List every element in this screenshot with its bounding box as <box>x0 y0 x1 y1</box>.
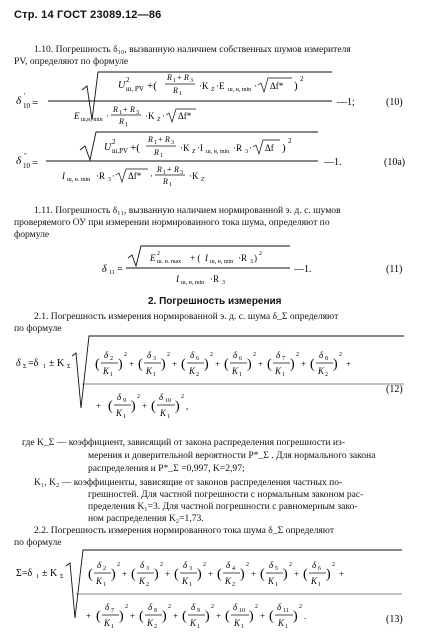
svg-text:2: 2 <box>300 75 304 83</box>
paragraph-2-2-line2: по формуле <box>14 537 62 548</box>
svg-text:2: 2 <box>112 138 116 146</box>
svg-text:2: 2 <box>137 394 140 400</box>
svg-text:·K: ·K <box>199 81 209 91</box>
svg-text:2: 2 <box>110 356 113 362</box>
definition-k1-line4: ном распределения K₂=1,73. <box>88 513 204 524</box>
svg-text:10: 10 <box>239 608 245 614</box>
svg-text:+: + <box>129 359 135 369</box>
svg-text:R: R <box>173 86 178 95</box>
formula-13 <box>0 548 422 634</box>
paragraph-1-11-line2: проверяемого ОУ при измерении нормированного тока шума, определяют по <box>14 217 330 228</box>
svg-text:2: 2 <box>255 604 258 610</box>
svg-text:Z: Z <box>157 117 161 123</box>
svg-text:Δf*: Δf* <box>270 81 284 91</box>
svg-text:2: 2 <box>296 352 299 358</box>
svg-text:δ: δ <box>105 602 110 612</box>
svg-text:7: 7 <box>111 608 114 614</box>
svg-text:(: ( <box>267 357 272 372</box>
svg-text:Σ: Σ <box>23 364 27 370</box>
svg-text:1: 1 <box>285 624 288 630</box>
svg-text:(: ( <box>131 567 136 582</box>
svg-text:4: 4 <box>232 566 235 572</box>
svg-text:Σ: Σ <box>67 364 71 370</box>
svg-text:+: + <box>172 359 178 369</box>
svg-text:.: . <box>304 611 307 621</box>
svg-text:1: 1 <box>169 182 172 188</box>
svg-text:δ: δ <box>148 602 153 612</box>
svg-text:K: K <box>116 408 123 418</box>
definition-kz-line1: где K_Σ — коэффициент, зависящий от закона распределения погрешности из- <box>22 437 346 448</box>
svg-text:): ) <box>247 357 252 372</box>
svg-text:+: + <box>339 569 345 579</box>
svg-text:3: 3 <box>222 280 225 286</box>
svg-text:2: 2 <box>325 372 328 378</box>
svg-text:): ) <box>240 567 245 582</box>
svg-text:+: + <box>96 401 102 411</box>
svg-text:R: R <box>119 117 124 126</box>
svg-text:1: 1 <box>110 372 113 378</box>
svg-text:+: + <box>215 359 221 369</box>
svg-text:·K: ·K <box>180 143 190 153</box>
svg-text:ш, н. min: ш, н. min <box>67 177 91 183</box>
svg-text:(: ( <box>310 357 315 372</box>
svg-text:(: ( <box>182 609 187 624</box>
svg-text:3: 3 <box>136 110 139 116</box>
svg-text:+: + <box>165 569 171 579</box>
svg-text:10: 10 <box>23 102 30 110</box>
formula-12 <box>0 334 422 434</box>
svg-text:2: 2 <box>289 562 292 568</box>
svg-text:(: ( <box>138 357 143 372</box>
svg-text:δ: δ <box>147 350 152 360</box>
svg-text:R: R <box>154 148 159 157</box>
svg-text:δ: δ <box>233 350 238 360</box>
svg-text:(: ( <box>269 609 274 624</box>
svg-text:(: ( <box>303 567 308 582</box>
svg-text:K: K <box>278 618 285 628</box>
svg-text:6: 6 <box>196 356 199 362</box>
svg-text:5: 5 <box>275 566 278 572</box>
svg-text:Z: Z <box>211 87 215 93</box>
svg-text:2: 2 <box>167 352 170 358</box>
svg-text:3: 3 <box>189 566 192 572</box>
svg-text:+(: +( <box>130 142 140 154</box>
svg-text:·I: ·I <box>197 143 203 153</box>
svg-text:(: ( <box>174 567 179 582</box>
svg-text:R: R <box>130 105 135 114</box>
svg-text:+: + <box>301 359 307 369</box>
svg-text:): ) <box>282 142 286 154</box>
svg-text:ш, н, min: ш, н, min <box>181 280 205 286</box>
svg-text:7: 7 <box>282 356 285 362</box>
svg-text:2: 2 <box>154 624 157 630</box>
svg-text:δ: δ <box>312 560 317 570</box>
svg-text:K: K <box>104 618 111 628</box>
svg-text:10: 10 <box>23 162 30 170</box>
svg-text:δ: δ <box>102 264 107 275</box>
svg-text:8: 8 <box>154 608 157 614</box>
formula-10-tail: —1; <box>337 97 355 108</box>
svg-text:+: + <box>294 569 300 579</box>
svg-text:=: = <box>32 97 39 109</box>
svg-text:1: 1 <box>160 153 163 159</box>
svg-text:9: 9 <box>197 608 200 614</box>
svg-text:+: + <box>130 611 136 621</box>
svg-text:U: U <box>118 80 126 91</box>
svg-text:(: ( <box>224 357 229 372</box>
paragraph-2-1-line2: по формуле <box>14 323 62 334</box>
svg-text:1: 1 <box>239 372 242 378</box>
svg-text:=: = <box>117 264 123 275</box>
svg-text:K: K <box>275 366 282 376</box>
page-header: Стр. 14 ГОСТ 23089.12—86 <box>14 9 162 21</box>
svg-text:,: , <box>186 401 189 411</box>
svg-text:R: R <box>148 135 153 144</box>
formula-11 <box>0 244 422 290</box>
svg-text:): ) <box>205 609 210 624</box>
svg-text:1: 1 <box>167 414 170 420</box>
svg-text:11: 11 <box>283 608 289 614</box>
svg-text:δ: δ <box>269 560 274 570</box>
svg-text:2: 2 <box>181 394 184 400</box>
svg-text:I: I <box>176 274 179 284</box>
svg-text:2: 2 <box>259 251 262 257</box>
svg-text:1: 1 <box>119 110 122 116</box>
svg-text:δ: δ <box>233 602 238 612</box>
svg-text:): ) <box>294 80 298 92</box>
svg-text:2: 2 <box>232 582 235 588</box>
svg-text:+: + <box>122 569 128 579</box>
svg-text:ш, PV: ш, PV <box>126 85 144 93</box>
svg-text:1: 1 <box>36 574 39 580</box>
svg-text:δ: δ <box>226 560 231 570</box>
svg-text:δ: δ <box>117 392 122 402</box>
svg-text:1: 1 <box>125 122 128 128</box>
svg-text:3: 3 <box>171 140 174 146</box>
svg-text:9: 9 <box>123 398 126 404</box>
svg-text:1: 1 <box>189 582 192 588</box>
svg-text:(: ( <box>151 399 156 414</box>
svg-text:·: · <box>112 171 115 181</box>
svg-text:R: R <box>113 105 118 114</box>
svg-text:R: R <box>163 177 168 186</box>
svg-text:+: + <box>251 569 257 579</box>
svg-text:+: + <box>123 105 128 114</box>
paragraph-2-1-line1: 2.1. Погрешность измерения нормированной э. д. с. шума δ_Σ определяют <box>34 311 339 322</box>
svg-text:6: 6 <box>318 566 321 572</box>
svg-text:): ) <box>154 567 159 582</box>
svg-text:": " <box>24 152 27 160</box>
svg-text:Z: Z <box>192 149 196 155</box>
svg-text:): ) <box>293 609 298 624</box>
svg-text:δ: δ <box>183 560 188 570</box>
svg-text:2: 2 <box>117 562 120 568</box>
svg-text:): ) <box>175 399 180 414</box>
svg-text:E: E <box>74 111 80 121</box>
svg-text:ш,PV: ш,PV <box>112 147 129 155</box>
svg-text:ш, н, min: ш, н, min <box>228 87 252 93</box>
svg-text:I: I <box>62 171 65 181</box>
svg-text:(: ( <box>108 399 113 414</box>
svg-text:2: 2 <box>288 137 292 145</box>
svg-text:·R: ·R <box>96 171 105 181</box>
svg-text:·R: ·R <box>238 253 247 263</box>
svg-text:δ: δ <box>190 350 195 360</box>
paragraph-1-11-line3: формуле <box>14 229 50 240</box>
svg-text:K: K <box>234 618 241 628</box>
svg-text:δ: δ <box>140 560 145 570</box>
svg-text:(: ( <box>96 609 101 624</box>
svg-text:2: 2 <box>203 562 206 568</box>
svg-text:δ: δ <box>97 560 102 570</box>
definition-kz-line2: мерения и доверительной вероятности P*_Σ . Для нормального закона <box>88 450 376 461</box>
svg-text:1: 1 <box>318 582 321 588</box>
svg-text:1: 1 <box>153 372 156 378</box>
svg-text:δ: δ <box>319 350 324 360</box>
svg-text:R: R <box>157 165 162 174</box>
svg-text:): ) <box>161 357 166 372</box>
svg-text:): ) <box>131 399 136 414</box>
svg-text:2: 2 <box>160 562 163 568</box>
svg-text:·: · <box>162 111 165 121</box>
formula-10a-number: (10a) <box>384 157 406 168</box>
svg-text:2: 2 <box>124 352 127 358</box>
svg-text:·K: ·K <box>189 171 199 181</box>
svg-text:1: 1 <box>154 140 157 146</box>
svg-text:R: R <box>165 135 170 144</box>
svg-text:δ: δ <box>16 358 21 369</box>
svg-text:8: 8 <box>325 356 328 362</box>
svg-text:(: ( <box>217 567 222 582</box>
svg-text:(: ( <box>260 567 265 582</box>
svg-text:1: 1 <box>197 624 200 630</box>
svg-text:3: 3 <box>146 566 149 572</box>
svg-text:): ) <box>326 567 331 582</box>
svg-text:K: K <box>225 576 232 586</box>
formula-10a-tail: —1. <box>324 157 342 168</box>
svg-text:2: 2 <box>196 372 199 378</box>
svg-text:3: 3 <box>108 177 111 183</box>
definition-k1-line2: грешностей. Для частной погрешности с нормальным законом рас- <box>88 489 364 500</box>
svg-text:+: + <box>86 611 92 621</box>
paragraph-1-10-line2: PV, определяют по формуле <box>14 56 129 67</box>
svg-text:Σ=δ: Σ=δ <box>16 568 33 579</box>
svg-text:R: R <box>174 165 179 174</box>
svg-text:+(: +( <box>147 80 157 92</box>
svg-text:(: ( <box>95 357 100 372</box>
svg-text:R: R <box>184 73 189 82</box>
svg-text:K: K <box>160 408 167 418</box>
svg-text:1: 1 <box>241 624 244 630</box>
svg-text:+ (: + ( <box>190 253 201 263</box>
svg-text:+: + <box>142 401 148 411</box>
paragraph-1-10-line1: 1.10. Погрешность δ₁₀, вызванную наличием собственных шумов измерителя <box>34 44 351 55</box>
svg-text:': ' <box>24 92 26 100</box>
svg-text:+: + <box>173 611 179 621</box>
svg-text:): ) <box>333 357 338 372</box>
svg-text:Δf: Δf <box>265 143 274 153</box>
svg-text:1: 1 <box>282 372 285 378</box>
svg-text:3: 3 <box>250 259 253 265</box>
svg-text:Z: Z <box>201 177 205 183</box>
formula-10-lhs: δ <box>16 95 22 107</box>
svg-text:Δf*: Δf* <box>128 171 142 181</box>
svg-text:K: K <box>147 618 154 628</box>
svg-text:2: 2 <box>125 604 128 610</box>
svg-text:1: 1 <box>275 582 278 588</box>
svg-text:δ: δ <box>276 350 281 360</box>
section-heading: 2. Погрешность измерения <box>148 296 282 307</box>
svg-text:): ) <box>111 567 116 582</box>
svg-text:2: 2 <box>126 76 130 84</box>
svg-text:1: 1 <box>179 91 182 97</box>
svg-text:δ: δ <box>277 602 282 612</box>
svg-text:3: 3 <box>153 356 156 362</box>
svg-text:): ) <box>119 609 124 624</box>
svg-text:3: 3 <box>180 170 183 176</box>
svg-text:2: 2 <box>146 582 149 588</box>
svg-text:): ) <box>118 357 123 372</box>
svg-text:2: 2 <box>157 251 160 257</box>
paragraph-1-11-line1: 1.11. Погрешность δ₁₁, вызванную наличием нормированной э. д. с. шумов <box>34 205 341 216</box>
formula-13-number: (13) <box>386 614 403 625</box>
svg-text:K: K <box>182 576 189 586</box>
svg-text:δ: δ <box>104 350 109 360</box>
svg-text:11: 11 <box>109 270 115 276</box>
svg-text:ш, н, min: ш, н, min <box>210 259 234 265</box>
svg-text:+: + <box>167 165 172 174</box>
svg-text:± K: ± K <box>42 568 58 579</box>
svg-text:·E: ·E <box>216 81 225 91</box>
svg-text:2: 2 <box>246 562 249 568</box>
svg-text:K: K <box>96 576 103 586</box>
svg-text:6: 6 <box>239 356 242 362</box>
definition-k1-line1: K₁, K₂ — коэффициенты, зависящие от законов распределения частных по- <box>34 477 343 488</box>
svg-text:δ: δ <box>191 602 196 612</box>
svg-text:2: 2 <box>103 566 106 572</box>
svg-text:1: 1 <box>103 582 106 588</box>
svg-text:2: 2 <box>211 604 214 610</box>
svg-text:K: K <box>232 366 239 376</box>
svg-text:1: 1 <box>123 414 126 420</box>
svg-text:2: 2 <box>253 352 256 358</box>
svg-text:=: = <box>32 157 39 169</box>
svg-text:± K: ± K <box>49 358 65 369</box>
svg-text:): ) <box>290 357 295 372</box>
formula-10-number: (10) <box>386 97 403 108</box>
svg-text:K: K <box>139 576 146 586</box>
svg-text:2: 2 <box>168 604 171 610</box>
svg-text:K: K <box>318 366 325 376</box>
svg-text:): ) <box>249 609 254 624</box>
svg-text:·R: ·R <box>233 143 242 153</box>
svg-text:ш. н. max: ш. н. max <box>157 259 182 265</box>
svg-text:K: K <box>146 366 153 376</box>
svg-text:·: · <box>249 143 252 153</box>
formula-12-number: (12) <box>386 384 403 395</box>
svg-text:): ) <box>204 357 209 372</box>
svg-text:K: K <box>189 366 196 376</box>
svg-text:Δf*: Δf* <box>178 111 192 121</box>
svg-text:ш, н, min: ш, н, min <box>206 149 230 155</box>
svg-text:): ) <box>283 567 288 582</box>
svg-text:+: + <box>260 611 266 621</box>
svg-text:2: 2 <box>210 352 213 358</box>
svg-text:K: K <box>268 576 275 586</box>
svg-text:I: I <box>205 253 208 263</box>
svg-text:(: ( <box>139 609 144 624</box>
svg-text:K: K <box>103 366 110 376</box>
svg-text:R: R <box>167 73 172 82</box>
formula-10a <box>0 130 422 192</box>
svg-text:2: 2 <box>299 604 302 610</box>
svg-text:=δ: =δ <box>28 358 39 369</box>
definition-k1-line3: пределения K₁=3. Для частной погрешности с равномерным зако- <box>88 501 358 512</box>
svg-text:·K: ·K <box>145 111 155 121</box>
svg-text:Σ: Σ <box>60 574 64 580</box>
svg-text:1: 1 <box>173 78 176 84</box>
svg-text:+: + <box>158 135 163 144</box>
svg-text:+: + <box>216 611 222 621</box>
svg-text:K: K <box>311 576 318 586</box>
svg-text:2: 2 <box>339 352 342 358</box>
svg-text:+: + <box>258 359 264 369</box>
svg-text:2: 2 <box>332 562 335 568</box>
svg-text:(: ( <box>225 609 230 624</box>
svg-text:·: · <box>254 81 257 91</box>
svg-text:+: + <box>177 73 182 82</box>
svg-text:U: U <box>104 142 112 153</box>
paragraph-2-2-line1: 2.2. Погрешность измерения нормированного тока шума δ_Σ определяют <box>34 525 335 536</box>
svg-text:K: K <box>190 618 197 628</box>
svg-text:1: 1 <box>111 624 114 630</box>
svg-text:): ) <box>197 567 202 582</box>
svg-text:): ) <box>254 253 257 263</box>
svg-text:E: E <box>150 253 156 263</box>
svg-text:·: · <box>150 171 153 181</box>
svg-text:+: + <box>208 569 214 579</box>
svg-text:(: ( <box>181 357 186 372</box>
svg-text:·R: ·R <box>210 274 219 284</box>
svg-text:δ: δ <box>159 392 164 402</box>
svg-text:): ) <box>162 609 167 624</box>
svg-text:ш,н, min: ш,н, min <box>81 117 103 123</box>
formula-11-tail: —1. <box>294 264 312 275</box>
svg-text:3: 3 <box>190 78 193 84</box>
svg-text:+: + <box>346 359 352 369</box>
definition-kz-line3: распределения и P*_Σ =0,997, K=2,97; <box>88 463 245 474</box>
formula-10 <box>0 68 422 130</box>
svg-text:δ: δ <box>16 155 22 167</box>
formula-11-number: (11) <box>386 264 403 275</box>
svg-text:10: 10 <box>165 398 171 404</box>
svg-text:3: 3 <box>245 149 248 155</box>
svg-text:1: 1 <box>163 170 166 176</box>
svg-text:(: ( <box>88 567 93 582</box>
svg-text:1: 1 <box>43 364 46 370</box>
svg-text:·: · <box>106 111 109 121</box>
